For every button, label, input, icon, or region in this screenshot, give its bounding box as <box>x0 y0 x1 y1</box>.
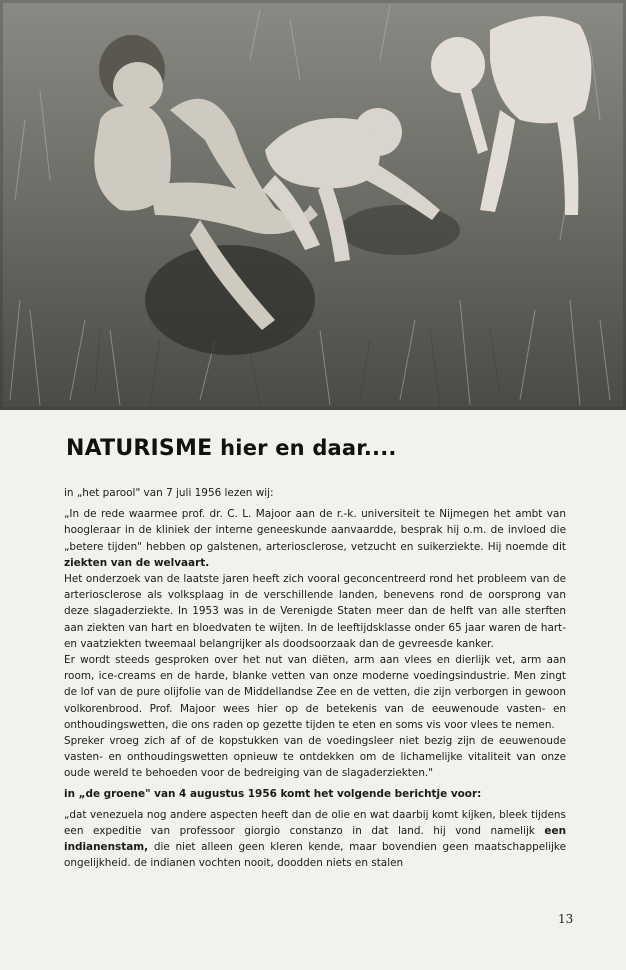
paragraph-1-emphasis: ziekten van de welvaart. <box>64 556 210 569</box>
photo <box>0 0 626 410</box>
photo-illustration <box>0 0 626 410</box>
paragraph-1-text: „In de rede waarmee prof. dr. C. L. Majoor aan de r.-k. universiteit te Nijmegen het ambt van hoogleraar in de kliniek der interne geneeskunde aanvaardde, besprak hij o.m. de invloed die „betere tijden" hebben op galstenen, arteriosclerose, vetzucht en suikerziekte. Hij noemde dit <box>64 508 566 553</box>
paragraph-1 <box>64 506 566 571</box>
page-title <box>66 436 397 461</box>
intro-parool: in „het parool" van 7 juli 1956 lezen wij: <box>64 487 274 499</box>
article-body <box>64 485 566 872</box>
page-number: 13 <box>558 912 574 926</box>
paragraph-5-emphasis: een indianenstam, <box>64 825 566 854</box>
intro-groene-text: in „de groene" van 4 augustus 1956 komt het volgende berichtje voor: <box>64 787 482 800</box>
paragraph-3: Er wordt steeds gesproken over het nut van diëten, arm aan vlees en dierlijk vet, arm aan room, ice-creams en de harde, blanke vetten van onze moderne voedingsindustrie. Men zingt de lof van de pure olijfolie van de Middellandse Zee en de vetten, die zijn verborgen in gewoon volkorenbrood. Prof. Majoor wees hier op de betekenis van de eeuwenoude vasten- en onthoudingswetten, die ons raden op gezette tijden te eten en soms vis voor vlees te nemen. <box>64 654 566 731</box>
paragraph-5-text-a: „dat venezuela nog andere aspecten heeft dan de olie en wat daarbij komt kijken, bleek tijdens een expeditie van professoor giorgio constanzo in dat land. hij vond namelijk <box>64 808 566 838</box>
paragraph-5 <box>64 807 566 872</box>
title-main: NATURISME <box>66 436 213 461</box>
title-rest: hier en daar.... <box>220 436 397 460</box>
intro-groene <box>64 786 566 802</box>
paragraph-4: Spreker vroeg zich af of de kopstukken van de voedingsleer niet bezig zijn de eeuwenoude vasten- en onthoudingswetten opnieuw te ontdekken om de lichamelijke vitaliteit van onze oude wereld te behoeden voor de bedreiging van de slagaderziekten." <box>64 735 566 780</box>
paragraph-5-text-b: die niet alleen geen kleren kende, maar bovendien geen maatschappelijke ongelijkheid. de indianen vochten nooit, doodden niets en stalen <box>64 841 566 870</box>
paragraph-2: Het onderzoek van de laatste jaren heeft zich vooral geconcentreerd rond het probleem van de arteriosclerose als volksplaag in de verschillende landen, benevens rond de oorsprong van deze slagaderziekte. In 1953 was in de Verenigde Staten meer dan de helft van alle sterften aan ziekten van hart en bloedvaten te wijten. In de leeftijdsklasse onder 65 jaar waren de hart- en vaatziekten tweemaal belangrijker als doodsoorzaak dan de gevreesde kanker. <box>64 573 566 650</box>
